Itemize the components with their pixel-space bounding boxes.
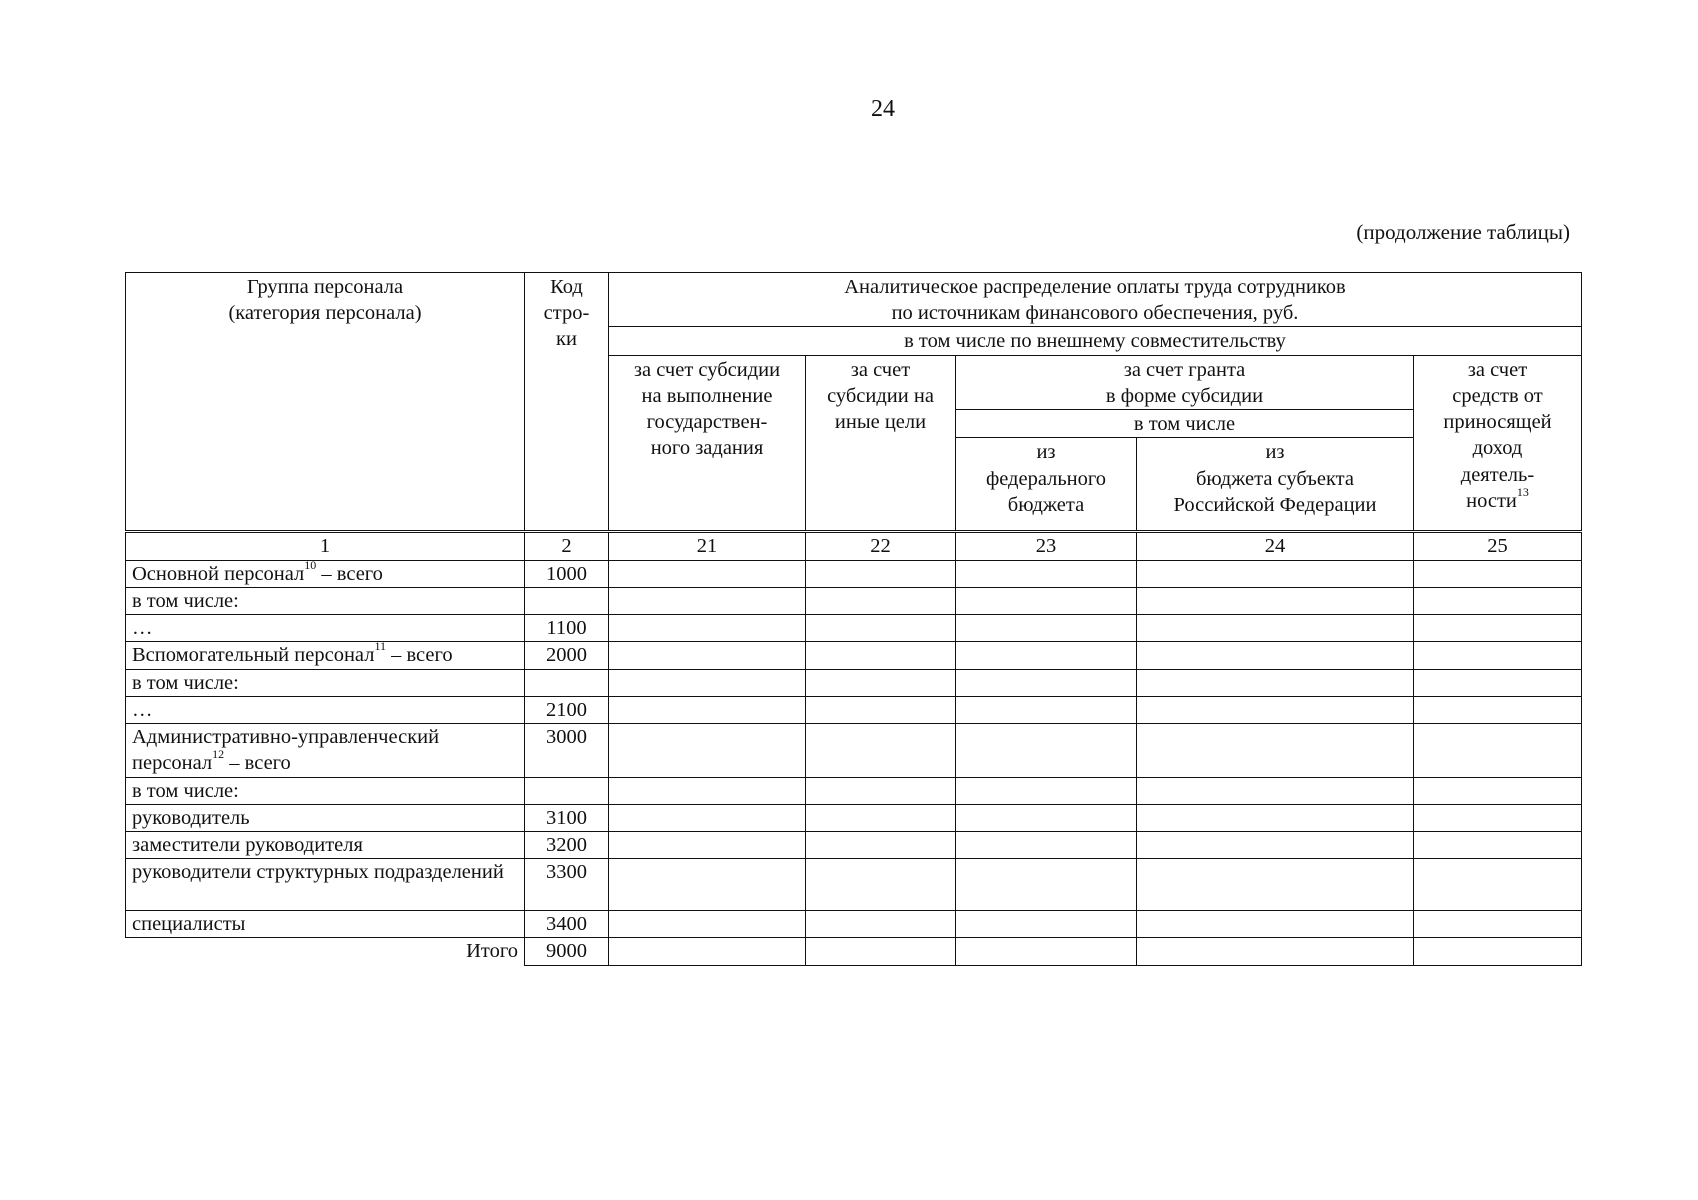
empty-cell[interactable] [1137, 642, 1414, 669]
empty-cell[interactable] [956, 804, 1137, 831]
empty-cell[interactable] [806, 696, 956, 723]
empty-cell[interactable] [806, 724, 956, 777]
total-code: 9000 [525, 938, 609, 965]
empty-cell[interactable] [1414, 669, 1582, 696]
empty-cell[interactable] [806, 615, 956, 642]
empty-cell[interactable] [1414, 642, 1582, 669]
empty-cell[interactable] [956, 859, 1137, 911]
row-code: 3200 [525, 831, 609, 858]
empty-cell[interactable] [1414, 859, 1582, 911]
empty-cell[interactable] [1414, 615, 1582, 642]
header-income-generating: за счет средств от приносящей доход деятель- ности$^{13}$ [1414, 355, 1582, 532]
staff-category: руководители структурных подразделений [126, 859, 525, 911]
empty-cell[interactable] [806, 642, 956, 669]
empty-cell[interactable] [1414, 777, 1582, 804]
empty-cell[interactable] [609, 560, 806, 587]
table-row [126, 859, 1582, 911]
column-number: 25 [1414, 532, 1582, 560]
empty-cell[interactable] [609, 642, 806, 669]
table-row [126, 911, 1582, 938]
header-row-code: Код стро- ки [525, 273, 609, 532]
table-row [126, 642, 1582, 669]
empty-cell[interactable] [609, 911, 806, 938]
header-grant-subsidy: за счет гранта в форме субсидии [956, 355, 1414, 409]
empty-cell[interactable] [956, 669, 1137, 696]
table-row [126, 587, 1582, 614]
staff-category: Вспомогательный персонал$^{11}$ – всего [126, 642, 525, 669]
empty-cell[interactable] [806, 911, 956, 938]
row-code: 1100 [525, 615, 609, 642]
empty-cell[interactable] [806, 804, 956, 831]
empty-cell[interactable] [609, 938, 806, 965]
total-label: Итого [126, 938, 525, 965]
empty-cell[interactable] [956, 615, 1137, 642]
empty-cell[interactable] [806, 669, 956, 696]
empty-cell[interactable] [806, 938, 956, 965]
empty-cell[interactable] [956, 560, 1137, 587]
empty-cell[interactable] [1414, 831, 1582, 858]
staff-category: заместители руководителя [126, 831, 525, 858]
staff-category: Основной персонал$^{10}$ – всего [126, 560, 525, 587]
row-code: 3000 [525, 724, 609, 777]
column-number: 22 [806, 532, 956, 560]
empty-cell[interactable] [1137, 669, 1414, 696]
header-subsidy-state-task: за счет субсидии на выполнение государствен- ного задания [609, 355, 806, 532]
staff-category: … [126, 696, 525, 723]
header-federal-budget: из федерального бюджета [956, 438, 1137, 532]
empty-cell[interactable] [1137, 911, 1414, 938]
empty-cell[interactable] [609, 587, 806, 614]
staff-category: … [126, 615, 525, 642]
empty-cell[interactable] [1137, 859, 1414, 911]
column-number: 2 [525, 532, 609, 560]
empty-cell[interactable] [1414, 938, 1582, 965]
empty-cell[interactable] [609, 831, 806, 858]
table-row [126, 804, 1582, 831]
empty-cell[interactable] [1414, 804, 1582, 831]
table-row [126, 777, 1582, 804]
empty-cell[interactable] [1137, 560, 1414, 587]
table-row [126, 696, 1582, 723]
empty-cell[interactable] [1137, 938, 1414, 965]
empty-cell[interactable] [956, 911, 1137, 938]
empty-cell[interactable] [806, 777, 956, 804]
row-code [525, 587, 609, 614]
table-row [126, 560, 1582, 587]
empty-cell[interactable] [806, 859, 956, 911]
empty-cell[interactable] [609, 859, 806, 911]
staff-category: Административно-управленческий персонал$^{12}$ – всего [126, 724, 525, 777]
column-number: 23 [956, 532, 1137, 560]
staff-category: руководитель [126, 804, 525, 831]
footnote-marker: 13 [1516, 484, 1529, 499]
empty-cell[interactable] [1137, 587, 1414, 614]
staff-category: в том числе: [126, 587, 525, 614]
empty-cell[interactable] [1414, 696, 1582, 723]
empty-cell[interactable] [609, 777, 806, 804]
page-number: 24 [871, 96, 895, 122]
empty-cell[interactable] [1137, 804, 1414, 831]
header-including: в том числе [956, 410, 1414, 438]
empty-cell[interactable] [609, 615, 806, 642]
table-row [126, 669, 1582, 696]
empty-cell[interactable] [1137, 724, 1414, 777]
footnote-marker: 10 [304, 560, 317, 572]
row-code: 3100 [525, 804, 609, 831]
row-code: 3300 [525, 859, 609, 911]
table-row [126, 831, 1582, 858]
empty-cell[interactable] [806, 831, 956, 858]
table-row [126, 615, 1582, 642]
empty-cell[interactable] [609, 669, 806, 696]
header-subsidy-other-goals: за счет субсидии на иные цели [806, 355, 956, 532]
empty-cell[interactable] [609, 724, 806, 777]
empty-cell[interactable] [1414, 587, 1582, 614]
total-row [126, 938, 1582, 965]
empty-cell[interactable] [1137, 777, 1414, 804]
row-code: 2000 [525, 642, 609, 669]
empty-cell[interactable] [956, 831, 1137, 858]
empty-cell[interactable] [956, 777, 1137, 804]
column-number: 21 [609, 532, 806, 560]
empty-cell[interactable] [1414, 560, 1582, 587]
staff-category: в том числе: [126, 777, 525, 804]
row-code [525, 777, 609, 804]
row-code [525, 669, 609, 696]
column-number-row [126, 532, 1582, 560]
empty-cell[interactable] [1137, 831, 1414, 858]
empty-cell[interactable] [1137, 696, 1414, 723]
continuation-note: (продолжение таблицы) [1356, 220, 1570, 244]
staff-payroll-table [125, 272, 1582, 966]
row-code: 2100 [525, 696, 609, 723]
empty-cell[interactable] [609, 696, 806, 723]
empty-cell[interactable] [956, 587, 1137, 614]
empty-cell[interactable] [956, 938, 1137, 965]
empty-cell[interactable] [1414, 911, 1582, 938]
staff-category: специалисты [126, 911, 525, 938]
column-number: 1 [126, 532, 525, 560]
header-staff-group: Группа персонала (категория персонала) [126, 273, 525, 532]
empty-cell[interactable] [1414, 724, 1582, 777]
staff-category: в том числе: [126, 669, 525, 696]
row-code: 3400 [525, 911, 609, 938]
table-row [126, 724, 1582, 777]
footnote-marker: 12 [212, 747, 225, 762]
header-regional-budget: из бюджета субъекта Российской Федерации [1137, 438, 1414, 532]
empty-cell[interactable] [956, 642, 1137, 669]
empty-cell[interactable] [956, 696, 1137, 723]
footnote-marker: 11 [374, 641, 386, 654]
empty-cell[interactable] [1137, 615, 1414, 642]
empty-cell[interactable] [956, 724, 1137, 777]
table-body [126, 560, 1582, 938]
row-code: 1000 [525, 560, 609, 587]
column-number: 24 [1137, 532, 1414, 560]
empty-cell[interactable] [806, 560, 956, 587]
empty-cell[interactable] [609, 804, 806, 831]
header-external-part-time: в том числе по внешнему совместительству [609, 327, 1582, 355]
empty-cell[interactable] [806, 587, 956, 614]
header-analytic-distribution: Аналитическое распределение оплаты труда сотрудников по источникам финансового обеспечения, руб. [609, 273, 1582, 327]
